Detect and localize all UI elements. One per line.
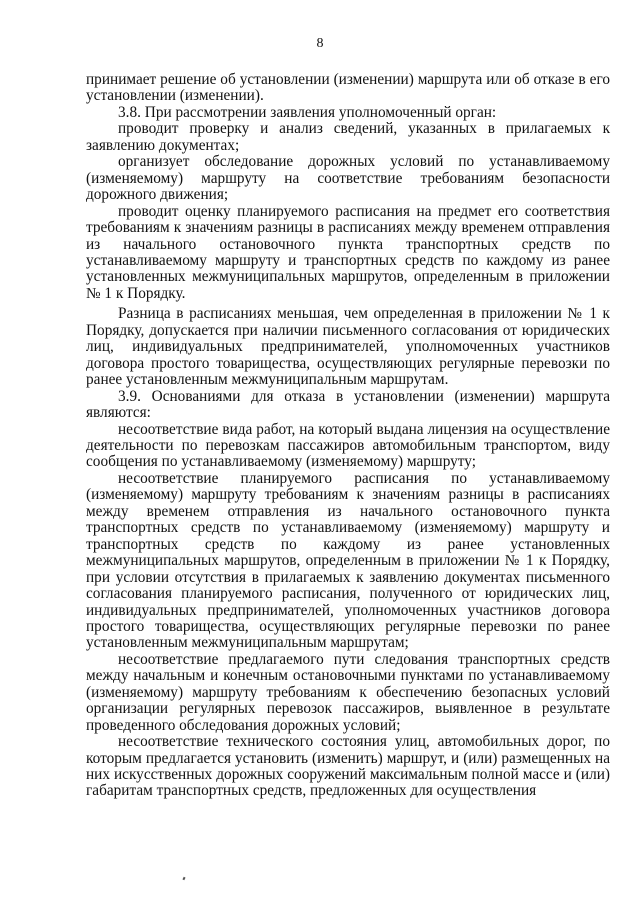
paragraph-decision-continuation: принимает решение об установлении (изменении) маршрута или об отказе в его установлении (изменении). — [86, 71, 610, 105]
paragraph-3-9-heading: 3.9. Основаниями для отказа в установлении (изменении) маршрута являются: — [86, 387, 610, 422]
paragraph-3-9-license-mismatch: несоответствие вида работ, на который выдана лицензия на осуществление деятельности по перевозкам пассажиров автомобильным транспортом, виду сообщения по устанавливаемому (изменяемому) маршруту; — [86, 420, 610, 471]
paragraph-3-9-road-condition-mismatch: несоответствие технического состояния улиц, автомобильных дорог, по которым предлагается установить (изменить) маршрут, и (или) размещенных на них искусственных дорожных сооружений максимальным полной массе и (или) габаритам транспортных средств, предложенных для осуществления — [86, 733, 610, 800]
page-number: 8 — [316, 36, 324, 51]
paragraph-3-8-schedule-assessment: проводит оценку планируемого расписания на предмет его соответствия требованиям к значениям разницы в расписаниях между временем отправления из начального остановочного пункта транспортных средств по устанавливаемому маршруту и транспортных средств по каждому из ранее установленных межмуниципальных маршрутов, определенным в приложении № 1 к Порядку. — [86, 202, 610, 302]
body-text — [86, 72, 610, 800]
paragraph-3-8-road-survey: организует обследование дорожных условий по устанавливаемому (изменяемому) маршруту на соответствие требованиям безопасности дорожного движения; — [86, 153, 610, 204]
paragraph-3-8-check-documents: проводит проверку и анализ сведений, указанных в прилагаемых к заявлению документах; — [86, 120, 610, 154]
paragraph-3-9-route-safety-mismatch: несоответствие предлагаемого пути следования транспортных средств между начальным и конечным остановочными пунктами по устанавливаемому (изменяемому) маршруту требованиям к обеспечению безопасных условий организации регулярных перевозок пассажиров, выявленное в результате проведенного обследования дорожных условий; — [86, 650, 610, 734]
paragraph-3-9-schedule-mismatch: несоответствие планируемого расписания по устанавливаемому (изменяемому) маршруту требованиям к значениям разницы в расписаниях между временем отправления из начального остановочного пункта транспортных средств по устанавливаемому (изменяемому) маршруту и транспортных средств по каждому из ранее установленных межмуниципальных маршрутов, определенным в приложении № 1 к Порядку, при условии отсутствия в прилагаемых к заявлению документах письменного согласования планируемого расписания, полученного от юридических лиц, индивидуальных предпринимателей, уполномоченных участников договора простого товарищества, осуществляющих регулярные перевозки по ранее установленным межмуниципальным маршрутам; — [86, 469, 610, 652]
paragraph-3-8-heading: 3.8. При рассмотрении заявления уполномоченный орган: — [118, 103, 497, 121]
paragraph-schedule-difference: Разница в расписаниях меньшая, чем определенная в приложении № 1 к Порядку, допускается при наличии письменного согласования от юридических лиц, индивидуальных предпринимателей, уполномоченных участников договора простого товарищества, осуществляющих регулярные перевозки по ранее установленным межмуниципальным маршрутам. — [86, 305, 610, 389]
scan-speck — [182, 877, 185, 881]
